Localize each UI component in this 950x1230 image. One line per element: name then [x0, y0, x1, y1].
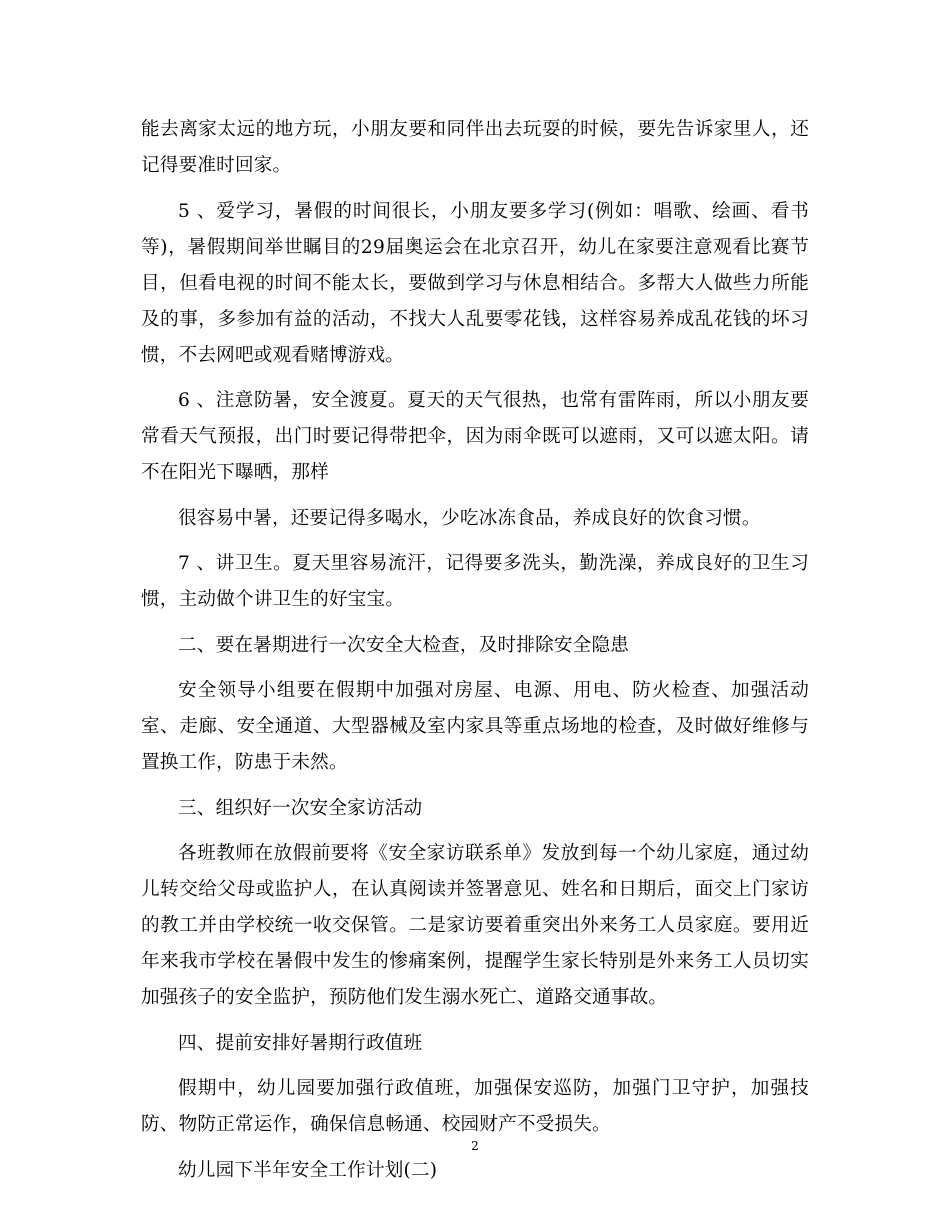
paragraph: 能去离家太远的地方玩，小朋友要和同伴出去玩耍的时候，要先告诉家里人，还记得要准时回家。 — [141, 119, 809, 176]
section-heading: 三、组织好一次安全家访活动 — [178, 797, 423, 819]
paragraph: 假期中，幼儿园要加强行政值班，加强保安巡防，加强门卫守护，加强技防、物防正常运作，确保信息畅通、校园财产不受损失。 — [141, 1078, 809, 1135]
document-body — [141, 112, 809, 1198]
paragraph: 6 、注意防暑，安全渡夏。夏天的天气很热，也常有雷阵雨，所以小朋友要常看天气预报，出门时要记得带把伞，因为雨伞既可以遮雨，又可以遮太阳。请不在阳光下曝晒，那样 — [141, 390, 809, 483]
paragraph: 7 、讲卫生。夏天里容易流汗，记得要多洗头，勤洗澡，养成良好的卫生习惯，主动做个讲卫生的好宝宝。 — [141, 553, 809, 610]
page-number: 2 — [471, 1139, 479, 1153]
paragraph: 各班教师在放假前要将《安全家访联系单》发放到每一个幼儿家庭，通过幼儿转交给父母或监护人，在认真阅读并签署意见、姓名和日期后，面交上门家访的教工并由学校统一收交保管。二是家访要着重突出外来务工人员家庭。要用近年来我市学校在暑假中发生的惨痛案例，提醒学生家长特别是外来务工人员切实加强孩子的安全监护，预防他们发生溺水死亡、道路交通事故。 — [141, 843, 809, 1008]
paragraph: 很容易中暑，还要记得多喝水，少吃冰冻食品，养成良好的饮食习惯。 — [178, 507, 761, 529]
section-heading: 二、要在暑期进行一次安全大检查，及时排除安全隐患 — [178, 634, 630, 656]
section-heading: 四、提前安排好暑期行政值班 — [178, 1032, 423, 1054]
paragraph: 安全领导小组要在假期中加强对房屋、电源、用电、防火检查、加强活动室、走廊、安全通道、大型器械及室内家具等重点场地的检查，及时做好维修与置换工作，防患于未然。 — [141, 680, 809, 773]
paragraph: 5 、爱学习，暑假的时间很长，小朋友要多学习(例如：唱歌、绘画、看书等)，暑假期间举世瞩目的29届奥运会在北京召开，幼儿在家要注意观看比赛节目，但看电视的时间不能太长，要做到学习与休息相结合。多帮大人做些力所能及的事，多参加有益的活动，不找大人乱要零花钱，这样容易养成乱花钱的坏习惯，不去网吧或观看赌博游戏。 — [141, 200, 809, 366]
document-subtitle: 幼儿园下半年安全工作计划(二) — [178, 1159, 438, 1181]
